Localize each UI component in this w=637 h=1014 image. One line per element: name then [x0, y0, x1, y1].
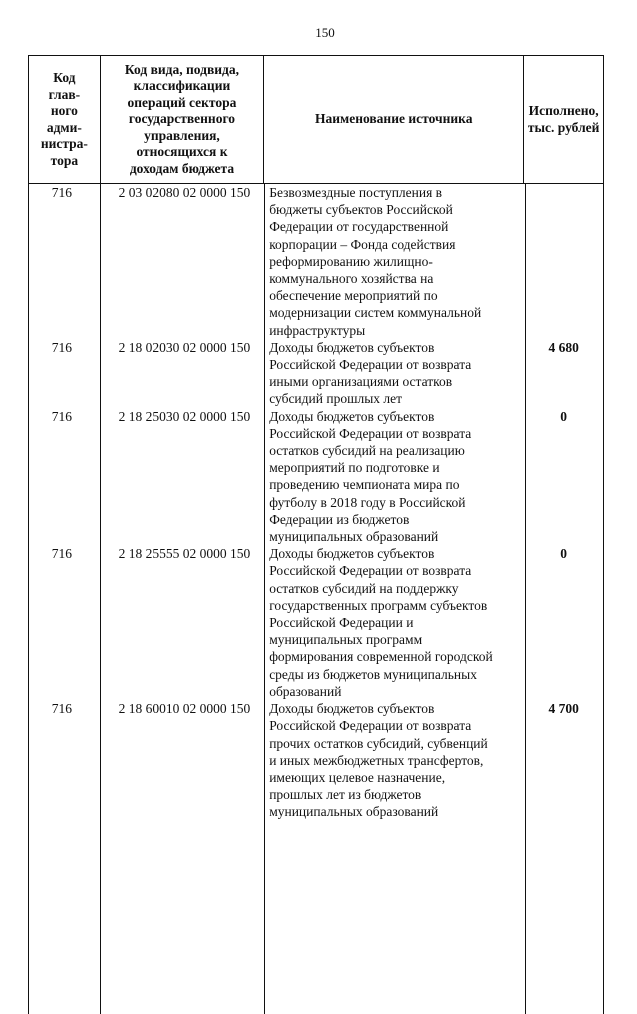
- table-header: [28, 55, 604, 184]
- source-name-cell: Доходы бюджетов субъектов Российской Федерации от возврата прочих остатков субсидий, субвенций и иных межбюджетных трансфертов, имеющих целевое назначение, прошлых лет из бюджетов муниципальных образований: [269, 701, 488, 820]
- amount-cell: 4 700: [548, 701, 579, 717]
- table-row: [29, 339, 603, 408]
- column-divider: [525, 184, 526, 1014]
- column-divider: [264, 184, 265, 1014]
- amount-cell: 0: [560, 546, 568, 562]
- amount-cell: 0: [560, 408, 568, 424]
- source-name-cell: Доходы бюджетов субъектов Российской Федерации от возврата остатков субсидий на поддержку государственных программ субъектов Российской Федерации и муниципальных программ формирования современной городской среды из бюджетов муниципальных образований: [269, 546, 493, 699]
- table-body: [28, 184, 604, 1014]
- admin-code-cell: 716: [51, 185, 72, 200]
- classification-code-cell: 2 18 25030 02 0000 150: [118, 408, 251, 424]
- classification-code-cell: 2 03 02080 02 0000 150: [118, 185, 251, 200]
- table-row: [29, 700, 603, 820]
- source-name-cell: Безвозмездные поступления в бюджеты субъектов Российской Федерации от государственной корпорации – Фонда содействия реформированию жилищно- коммунального хозяйства на обеспечение мероприятий по модернизации систем коммунальной инфраструктуры: [269, 185, 482, 338]
- admin-code-cell: 716: [51, 546, 72, 562]
- source-name-cell: Доходы бюджетов субъектов Российской Федерации от возврата остатков субсидий на реализацию мероприятий по подготовке и проведению чемпионата мира по футболу в 2018 году в Российской Федерации из бюджетов муниципальных образований: [269, 408, 472, 545]
- table-row: [29, 545, 603, 700]
- admin-code-cell: 716: [51, 339, 72, 355]
- header-executed: Исполнено, тыс. рублей: [527, 103, 600, 135]
- classification-code-cell: 2 18 25555 02 0000 150: [118, 546, 251, 562]
- page-number: 150: [315, 25, 335, 40]
- classification-code-cell: 2 18 60010 02 0000 150: [118, 701, 251, 717]
- column-divider: [100, 184, 101, 1014]
- header-admin-code: Код глав- ного адми- нистра- тора: [29, 56, 101, 183]
- header-source-name: Наименование источника: [264, 56, 524, 183]
- classification-code-cell: 2 18 02030 02 0000 150: [118, 339, 251, 355]
- table-row: [29, 184, 603, 339]
- amount-cell: 4 680: [548, 339, 579, 355]
- source-name-cell: Доходы бюджетов субъектов Российской Федерации от возврата иными организациями остатков субсидий прошлых лет: [269, 339, 472, 407]
- revenue-table: [28, 55, 604, 1014]
- table-row: [29, 408, 603, 546]
- header-classification-code: Код вида, подвида, классификации операций сектора государственного управления, относящихся к доходам бюджета: [101, 56, 264, 183]
- admin-code-cell: 716: [51, 701, 72, 717]
- amount-cell: [524, 184, 603, 339]
- admin-code-cell: 716: [51, 408, 72, 424]
